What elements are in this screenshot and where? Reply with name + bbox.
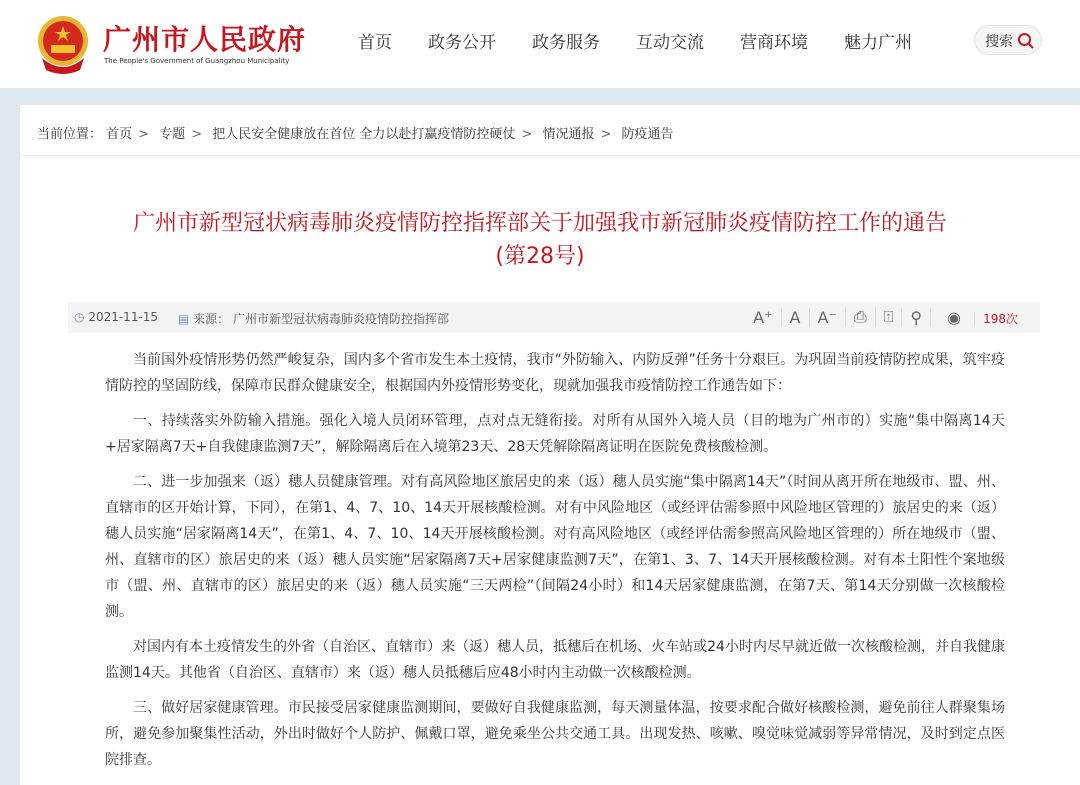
view-count-text: 198次	[974, 312, 1026, 326]
eye-icon: ◉	[947, 307, 961, 327]
paragraph: 当前国外疫情形势仍然严峻复杂，国内多个省市发生本土疫情，我市“外防输入、内防反弹”任务十分艰巨。为巩固当前疫情防控成果，筑牢疫情防控的坚固防线，保障市民群众健康安全，根据国内外疫情形势变化，现就加强我市疫情防控工作通告如下：	[105, 352, 1005, 394]
font-reset-icon[interactable]: A	[781, 308, 809, 327]
nav-home[interactable]: 首页	[358, 33, 392, 53]
divider	[20, 155, 1080, 156]
breadcrumb-separator: >	[191, 127, 203, 142]
source-text: 广州市新型冠状病毒肺炎疫情防控指挥部	[233, 312, 450, 326]
breadcrumb-label: 当前位置：	[37, 127, 103, 142]
site-logo-title[interactable]: 广州市人民政府	[103, 23, 307, 56]
main-nav	[340, 28, 930, 53]
paragraph: 对国内有本土疫情发生的外省（自治区、直辖市）来（返）穗人员，抵穗后在机场、火车站或24小时内尽早就近做一次核酸检测，并自我健康监测14天。其他省（自治区、直辖市）来（返）穗人员抵穗后应48小时内主动做一次核酸检测。	[105, 639, 1005, 681]
nav-government-affairs[interactable]: 政务公开	[428, 33, 496, 53]
breadcrumb-separator: >	[600, 127, 612, 142]
breadcrumb-home[interactable]: 首页	[106, 127, 133, 142]
site-logo-subtitle: The People's Government of Guangzhou Municipality	[104, 57, 290, 65]
article-title-line2: (第28号)	[495, 244, 585, 269]
paragraph: 三、做好居家健康管理。市民接受居家健康监测期间，要做好自我健康监测，每天测量体温，按要求配合做好核酸检测，避免前往人群聚集场所，避免参加聚集性活动，外出时做好个人防护、佩戴口罩，避免乘坐公共交通工具。出现发热、咳嗽、嗅觉味觉减弱等异常情况，及时到定点医院排查。	[105, 700, 1005, 768]
search-button[interactable]	[974, 25, 1042, 55]
article-body	[105, 347, 1005, 782]
paragraph: 二、进一步加强来（返）穗人员健康管理。对有高风险地区旅居史的来（返）穗人员实施“集中隔离14天”（时间从离开所在地级市、盟、州、直辖市的区开始计算，下同），在第1、4、7、10、14天开展核酸检测。对有中风险地区（或经评估需参照中风险地区管理的）旅居史的来（返）穗人员实施“居家隔离14天”，在第1、4、7、10、14天开展核酸检测。对有高风险地区（或经评估需参照高风险地区管理的）所在地级市（盟、州、直辖市的区）旅居史的来（返）穗人员实施“居家隔离7天+居家健康监测7天”，在第1、3、7、14天开展核酸检测。对有本土阳性个案地级市（盟、州、直辖市的区）旅居史的来（返）穗人员实施“三天两检”（间隔24小时）和14天居家健康监测，在第7天、第14天分别做一次核酸检测。	[105, 474, 1005, 620]
print-icon[interactable]: ⎙	[845, 307, 875, 327]
search-label: 搜索	[985, 34, 1013, 50]
breadcrumb	[37, 123, 674, 142]
nav-business[interactable]: 营商环境	[740, 33, 808, 53]
date-text: 2021-11-15	[88, 310, 159, 324]
breadcrumb-topics[interactable]: 专题	[159, 127, 186, 142]
link-icon[interactable]: ⚲	[901, 308, 930, 327]
breadcrumb-notices[interactable]: 防疫通告	[621, 127, 674, 142]
clock-icon: ◷	[74, 310, 85, 324]
article-meta-bar	[68, 302, 1040, 333]
breadcrumb-reports[interactable]: 情况通报	[542, 127, 595, 142]
national-emblem-icon	[34, 14, 92, 76]
share-icon[interactable]: ⍐	[875, 307, 902, 327]
font-increase-icon[interactable]: A⁺	[753, 307, 773, 327]
article-tools	[745, 307, 1034, 327]
article-title	[20, 207, 1060, 273]
nav-interaction[interactable]: 互动交流	[636, 33, 704, 53]
source-label: 来源：	[193, 312, 230, 326]
article-source	[178, 310, 449, 327]
article-title-line1: 广州市新型冠状病毒肺炎疫情防控指挥部关于加强我市新冠肺炎疫情防控工作的通告	[132, 211, 947, 236]
view-count	[930, 308, 1034, 327]
paragraph: 一、持续落实外防输入措施。强化入境人员闭环管理，点对点无缝衔接。对所有从国外入境人员（目的地为广州市的）实施“集中隔离14天+居家隔离7天+自我健康监测7天”，解除隔离后在入境第23天、28天凭解除隔离证明在医院免费核酸检测。	[105, 413, 1005, 455]
breadcrumb-separator: >	[521, 127, 533, 142]
content-panel	[20, 105, 1080, 785]
nav-charm-guangzhou[interactable]: 魅力广州	[844, 33, 912, 53]
font-decrease-icon[interactable]: A⁻	[809, 308, 845, 327]
breadcrumb-separator: >	[138, 127, 150, 142]
breadcrumb-special-topic[interactable]: 把人民安全健康放在首位 全力以赴打赢疫情防控硬仗	[212, 127, 516, 142]
nav-services[interactable]: 政务服务	[532, 33, 600, 53]
publish-date	[74, 310, 158, 324]
document-icon: ▤	[178, 312, 190, 326]
site-header	[0, 0, 1080, 88]
search-icon	[1017, 32, 1035, 50]
